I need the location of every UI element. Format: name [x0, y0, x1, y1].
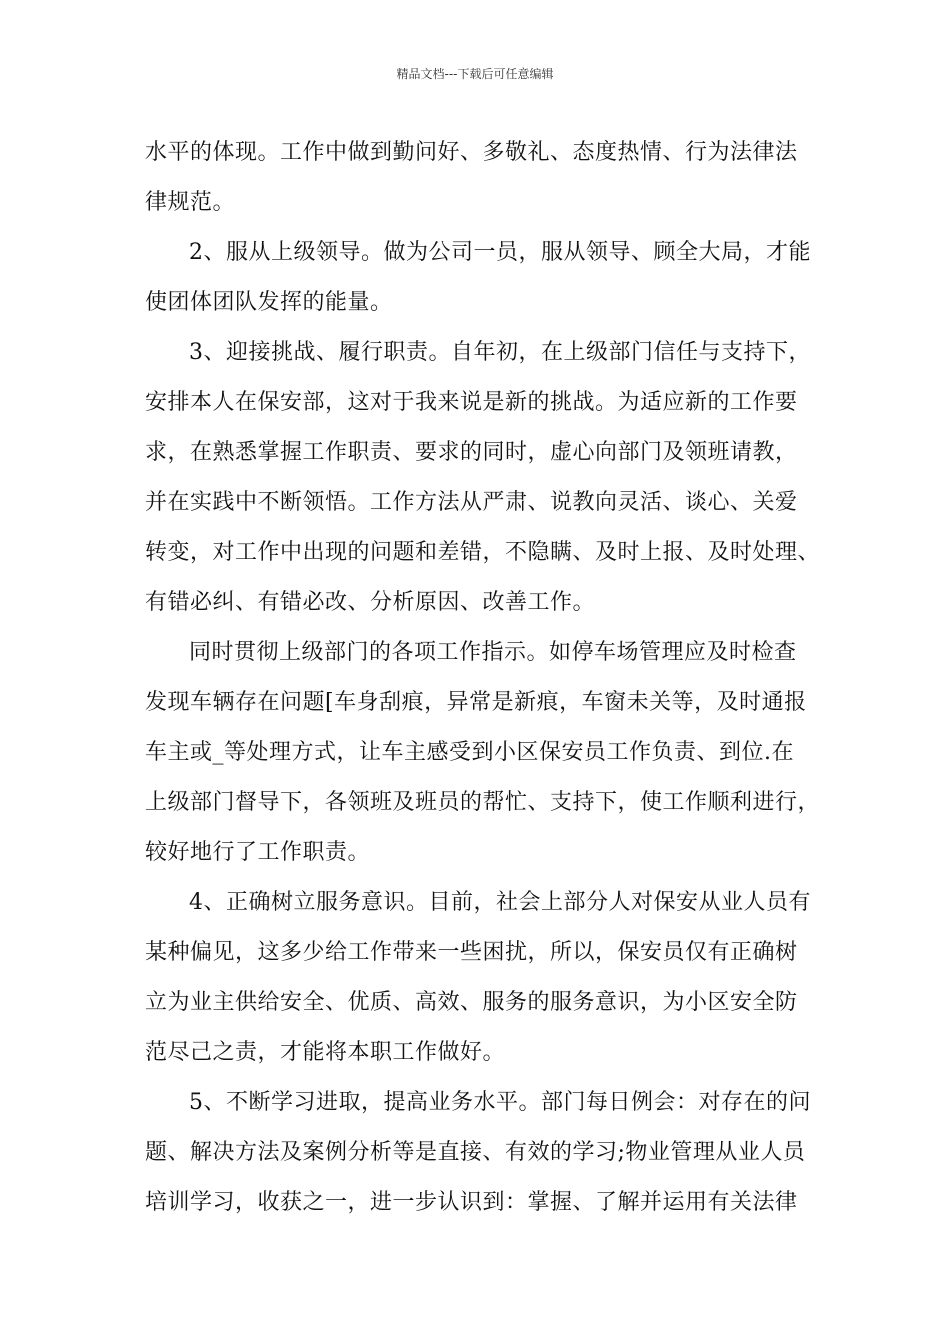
text-line-6: 安排本人在保安部，这对于我来说是新的挑战。为适应新的工作要 [145, 390, 798, 415]
text-line-2: 律规范。 [145, 190, 236, 215]
text-line-1: 水平的体现。工作中做到勤问好、多敬礼、态度热情、行为法律法 [145, 140, 798, 165]
text-line-10: 有错必纠、有错必改、分析原因、改善工作。 [145, 590, 596, 615]
text-line-22: 培训学习，收获之一，进一步认识到：掌握、了解并运用有关法律 [145, 1190, 798, 1215]
text-line-16: 4、正确树立服务意识。目前，社会上部分人对保安从业人员有 [189, 890, 811, 915]
text-line-15: 较好地行了工作职责。 [145, 840, 371, 865]
text-line-13: 车主或_等处理方式，让车主感受到小区保安员工作负责、到位.在 [145, 740, 794, 765]
text-line-21: 题、解决方法及案例分析等是直接、有效的学习;物业管理从业人员 [145, 1140, 806, 1165]
text-line-7: 求，在熟悉掌握工作职责、要求的同时，虚心向部门及领班请教， [145, 440, 798, 465]
text-line-8: 并在实践中不断领悟。工作方法从严肃、说教向灵活、谈心、关爱 [145, 490, 798, 515]
document-body [145, 128, 821, 1228]
text-line-4: 使团体团队发挥的能量。 [145, 290, 393, 315]
text-line-20: 5、不断学习进取，提高业务水平。部门每日例会：对存在的问 [189, 1090, 811, 1115]
text-line-3: 2、服从上级领导。做为公司一员，服从领导、顾全大局，才能 [189, 240, 811, 265]
text-line-12: 发现车辆存在问题[车身刮痕，异常是新痕，车窗未关等，及时通报 [145, 690, 807, 715]
text-line-14: 上级部门督导下，各领班及班员的帮忙、支持下，使工作顺利进行， [145, 790, 821, 815]
text-line-9: 转变，对工作中出现的问题和差错，不隐瞒、及时上报、及时处理、 [145, 540, 821, 565]
text-line-17: 某种偏见，这多少给工作带来一些困扰，所以，保安员仅有正确树 [145, 940, 798, 965]
text-line-19: 范尽己之责，才能将本职工作做好。 [145, 1040, 506, 1065]
page-header: 精品文档---下载后可任意编辑 [396, 67, 554, 81]
text-line-18: 立为业主供给安全、优质、高效、服务的服务意识，为小区安全防 [145, 990, 798, 1015]
text-line-5: 3、迎接挑战、履行职责。自年初，在上级部门信任与支持下， [189, 340, 811, 365]
text-line-11: 同时贯彻上级部门的各项工作指示。如停车场管理应及时检查 [189, 640, 797, 665]
